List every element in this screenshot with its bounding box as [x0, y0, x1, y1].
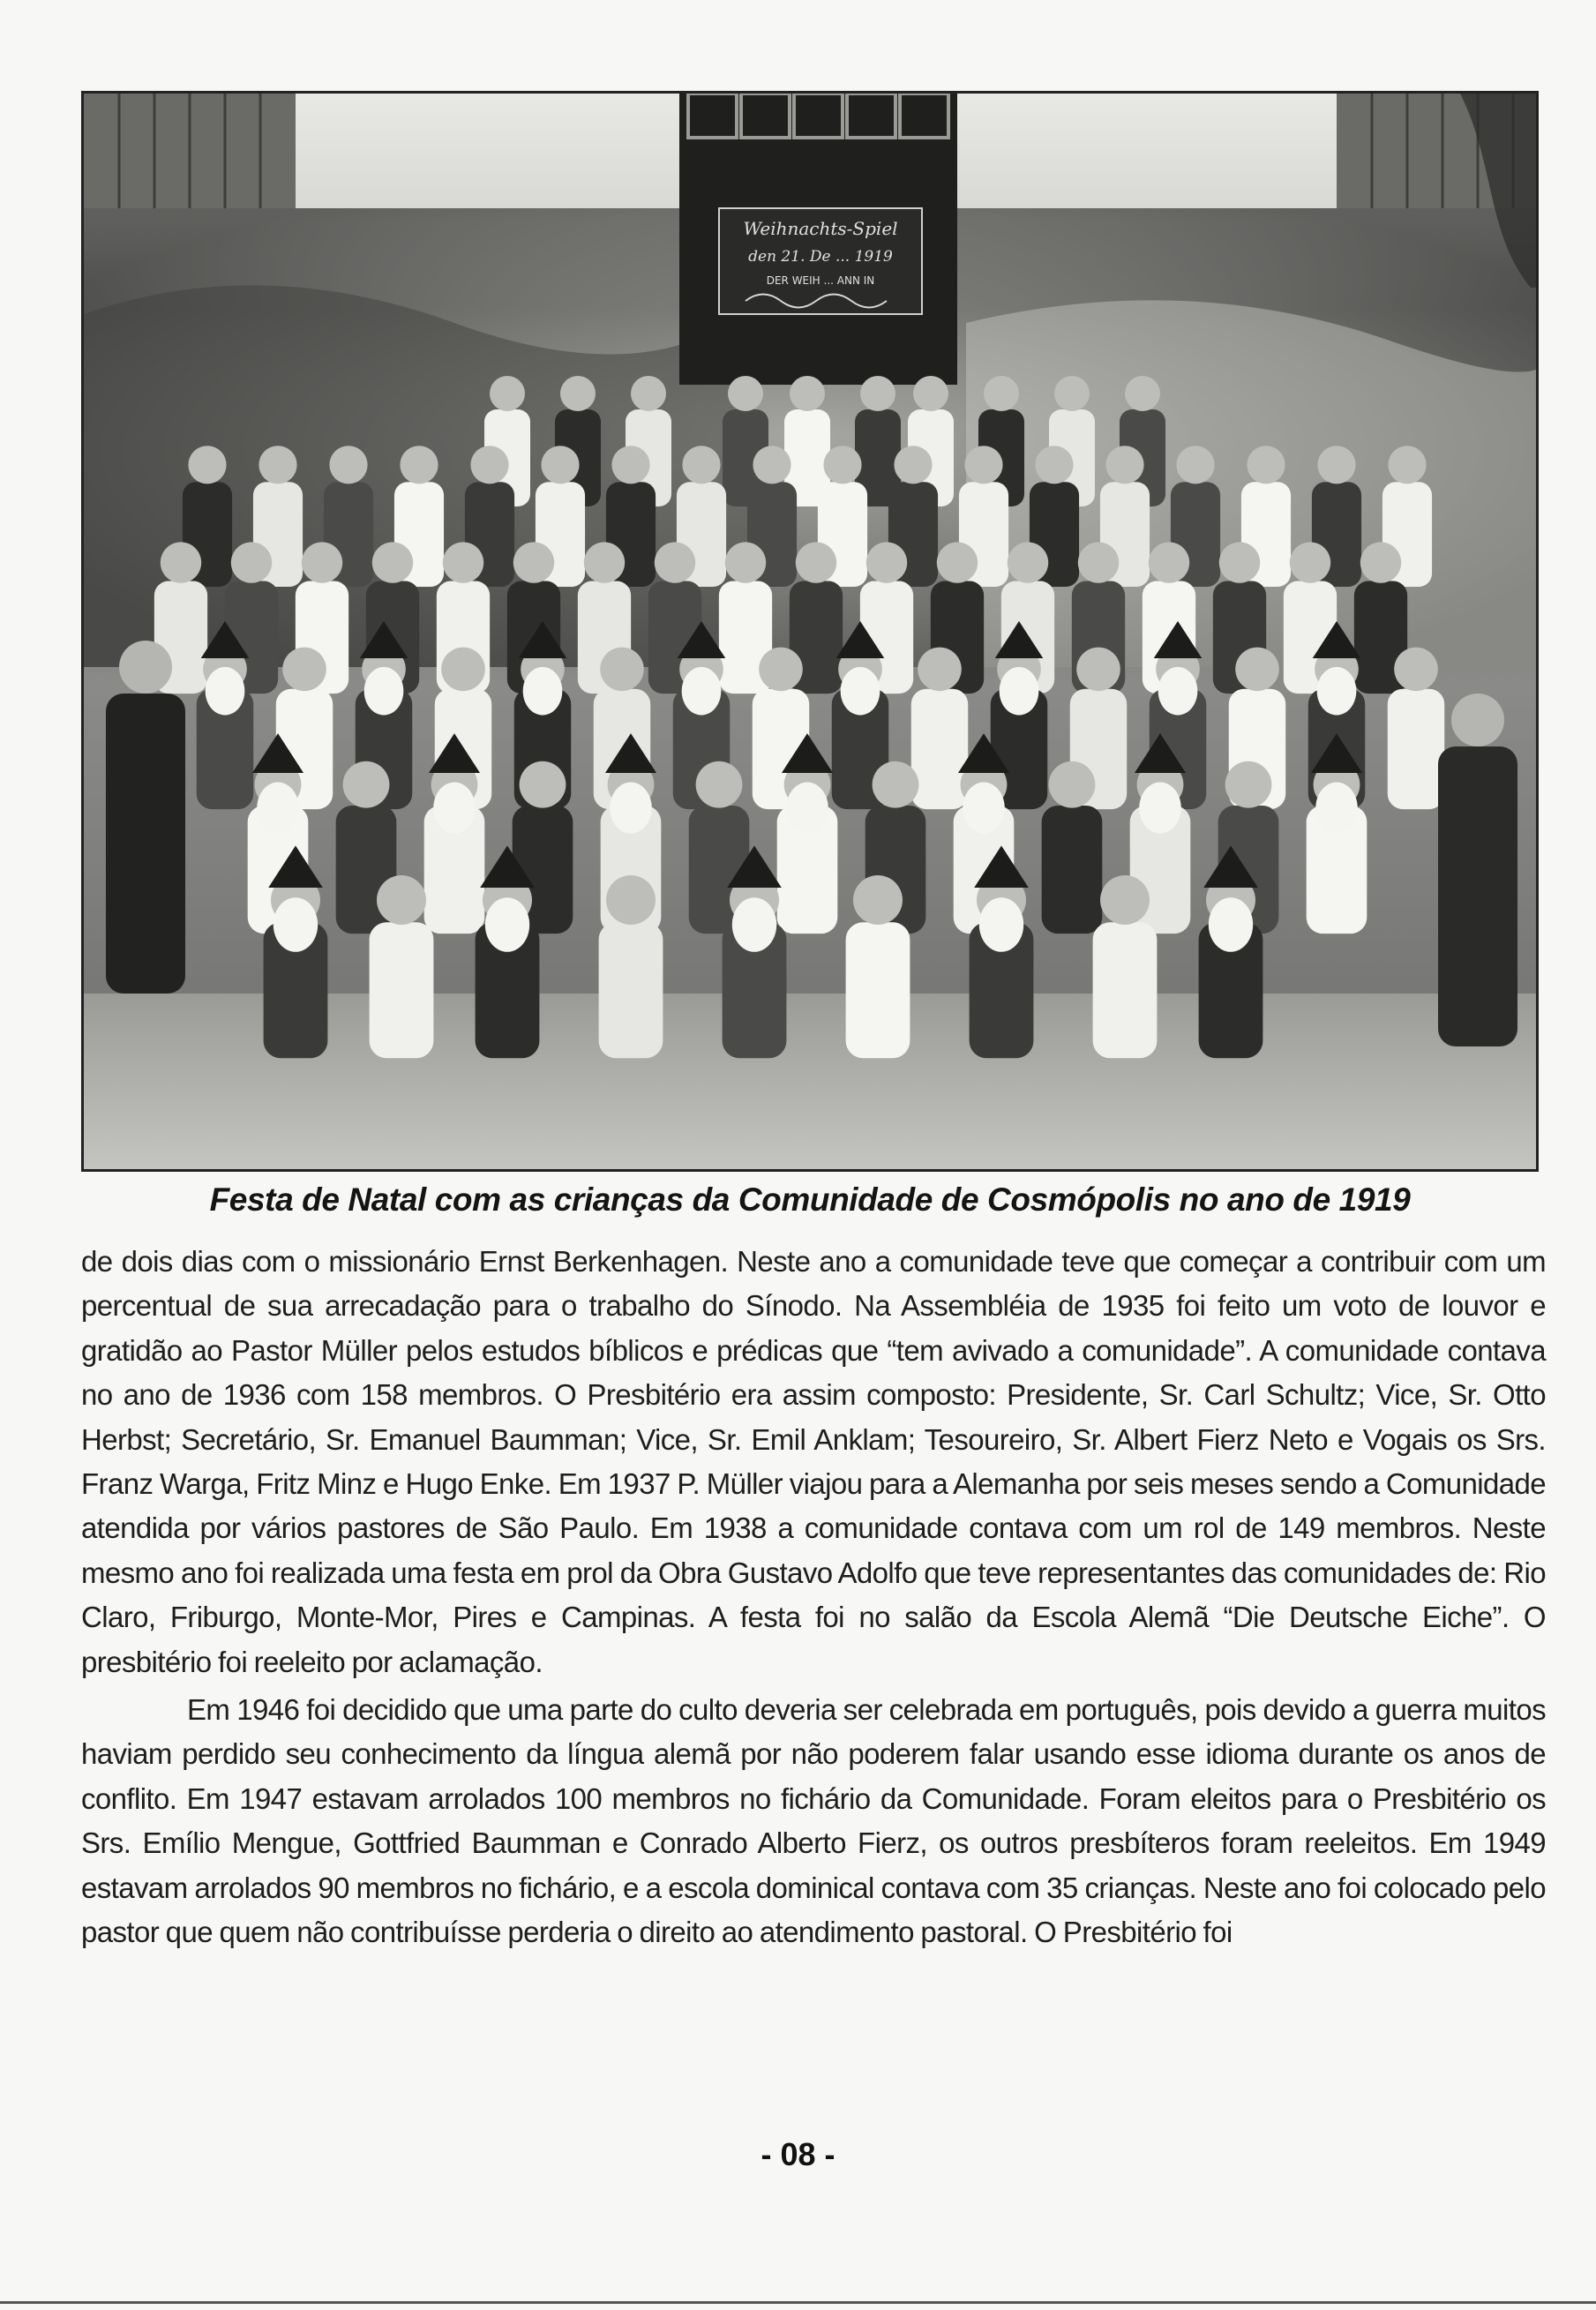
child-figure-head — [1317, 446, 1355, 484]
child-figure-head — [1049, 761, 1096, 808]
gnome-beard — [273, 897, 318, 952]
adult-figure-body — [106, 694, 185, 994]
child-figure-head — [937, 542, 978, 582]
child-figure-head — [631, 376, 666, 411]
gnome-beard — [1317, 667, 1357, 716]
child-figure-head — [1076, 648, 1120, 692]
child-figure-head — [541, 446, 579, 484]
child-figure-head — [560, 376, 596, 411]
child-figure-head — [964, 446, 1002, 484]
child-figure-head — [696, 761, 743, 808]
child-figure-head — [1008, 542, 1048, 582]
child-figure-body — [599, 922, 663, 1058]
sign-line-3: DER WEIH ... ANN IN — [766, 274, 875, 287]
child-figure-head — [584, 542, 625, 582]
child-figure-head — [400, 446, 438, 484]
group-photograph — [81, 91, 1539, 1172]
gnome-beard — [364, 667, 404, 716]
child-figure-head — [443, 542, 483, 582]
article-body — [81, 1240, 1546, 1955]
child-figure-head — [753, 446, 791, 484]
child-figure-head — [513, 542, 554, 582]
gnome-beard — [610, 783, 652, 834]
child-figure-head — [329, 446, 367, 484]
adult-figure-head — [119, 641, 172, 694]
child-figure-head — [984, 376, 1019, 411]
page-number: - 08 - — [761, 2136, 835, 2172]
child-figure-head — [873, 761, 919, 808]
child-figure-head — [860, 376, 895, 411]
child-figure-head — [796, 542, 836, 582]
child-figure-head — [302, 542, 342, 582]
sign-line-1: Weihnachts-Spiel — [743, 218, 898, 239]
child-figure-head — [866, 542, 907, 582]
gnome-beard — [963, 783, 1005, 834]
child-figure-head — [1176, 446, 1214, 484]
photo-caption: Festa de Natal com as crianças da Comunidade de Cosmópolis no ano de 1919 — [209, 1181, 1411, 1218]
gnome-beard — [257, 783, 299, 834]
child-figure-head — [655, 542, 695, 582]
child-figure-head — [520, 761, 566, 808]
child-figure-head — [790, 376, 825, 411]
child-figure-head — [913, 376, 948, 411]
child-figure-body — [370, 922, 434, 1058]
child-figure-head — [343, 761, 390, 808]
child-figure-head — [1078, 542, 1119, 582]
child-figure-head — [1219, 542, 1260, 582]
child-figure-head — [231, 542, 272, 582]
gnome-beard — [433, 783, 476, 834]
child-figure-head — [759, 648, 803, 692]
child-figure-head — [377, 875, 426, 925]
child-figure-head — [1247, 446, 1285, 484]
child-figure-head — [823, 446, 861, 484]
child-figure-body — [1042, 806, 1103, 934]
child-figure-head — [606, 875, 656, 925]
adult-figure-body — [1438, 746, 1517, 1046]
child-figure-head — [611, 446, 649, 484]
gnome-beard — [1158, 667, 1198, 716]
child-figure-head — [1235, 648, 1279, 692]
child-figure-head — [853, 875, 903, 925]
child-figure-head — [682, 446, 720, 484]
child-figure-head — [1394, 648, 1438, 692]
gnome-beard — [841, 667, 880, 716]
child-figure-head — [1100, 875, 1150, 925]
gnome-beard — [206, 667, 245, 716]
gnome-beard — [485, 897, 529, 952]
gnome-beard — [1000, 667, 1039, 716]
child-figure-body — [911, 689, 968, 809]
child-figure-head — [470, 446, 508, 484]
child-figure-head — [1388, 446, 1426, 484]
child-figure-head — [725, 542, 766, 582]
child-figure-head — [490, 376, 525, 411]
child-figure-head — [259, 446, 296, 484]
child-figure-head — [728, 376, 763, 411]
child-figure-head — [1149, 542, 1189, 582]
gnome-beard — [1209, 897, 1253, 952]
child-figure-head — [1054, 376, 1090, 411]
gnome-beard — [1139, 783, 1181, 834]
child-figure-head — [1105, 446, 1143, 484]
child-figure-body — [1093, 922, 1158, 1058]
paragraph-1: de dois dias com o missionário Ernst Berkenhagen. Neste ano a comunidade teve que começar a contribuir com um percentual de sua arrecadação para o trabalho do Sínodo. Na Assembléia de 1935 foi feito um voto de louvor e gratidão ao Pastor Müller pelos estudos bíblicos e prédicas que “tem avivado a comunidade”. A comunidade contava no ano de 1936 com 158 membros. O Presbitério era assim composto: Presidente, Sr. Carl Schultz; Vice, Sr. Otto Herbst; Secretário, Sr. Emanuel Baumman; Vice, Sr. Emil Anklam; Tesoureiro, Sr. Albert Fierz Neto e Vogais os Srs. Franz Warga, Fritz Minz e Hugo Enke. Em 1937 P. Müller viajou para a Alemanha por seis meses sendo a Comunidade atendida por vários pastores de São Paulo. Em 1938 a comunidade contava com um rol de 149 membros. Neste mesmo ano foi realizada uma festa em prol da Obra Gustavo Adolfo que teve representantes das comunidades de: Rio Claro, Friburgo, Monte-Mor, Pires e Campinas. A festa foi no salão da Escola Alemã “Die Deutsche Eiche”. O presbitério foi reeleito por aclamação. — [81, 1245, 1546, 1678]
child-figure-head — [282, 648, 326, 692]
child-figure-body — [846, 922, 910, 1058]
child-figure-body — [1388, 689, 1444, 809]
paragraph-2: Em 1946 foi decidido que uma parte do culto deveria ser celebrada em português, pois devido a guerra muitos haviam perdido seu conhecimento da língua alemã por não poderem falar usando esse idioma durante os anos de conflito. Em 1947 estavam arrolados 100 membros no fichário da Comunidade. Foram eleitos para o Presbitério os Srs. Emílio Mengue, Gottfried Baumman e Conrado Alberto Fierz, os outros presbíteros foram reeleitos. Em 1949 estavam arrolados 90 membros no fichário, e a escola dominical contava com 35 crianças. Neste ano foi colocado pelo pastor que quem não contribuísse perderia o direito ao atendimento pastoral. O Presbitério foi — [81, 1693, 1546, 1949]
gnome-beard — [732, 897, 776, 952]
gnome-beard — [786, 783, 828, 834]
child-figure-head — [600, 648, 644, 692]
child-figure-head — [161, 542, 201, 582]
child-figure-head — [1035, 446, 1073, 484]
child-figure-head — [372, 542, 413, 582]
child-figure-head — [188, 446, 226, 484]
child-figure-head — [1290, 542, 1330, 582]
child-figure-head — [918, 648, 962, 692]
child-figure-head — [894, 446, 932, 484]
gnome-beard — [979, 897, 1023, 952]
gnome-beard — [682, 667, 722, 716]
gnome-beard — [523, 667, 563, 716]
child-figure-head — [1225, 761, 1272, 808]
child-figure-head — [441, 648, 485, 692]
child-figure-head — [1125, 376, 1160, 411]
sign-line-2: den 21. De ... 1919 — [748, 248, 893, 266]
gnome-beard — [1315, 783, 1358, 834]
child-figure-head — [1360, 542, 1401, 582]
bottom-rule — [0, 2301, 1596, 2304]
adult-figure-head — [1451, 694, 1504, 746]
